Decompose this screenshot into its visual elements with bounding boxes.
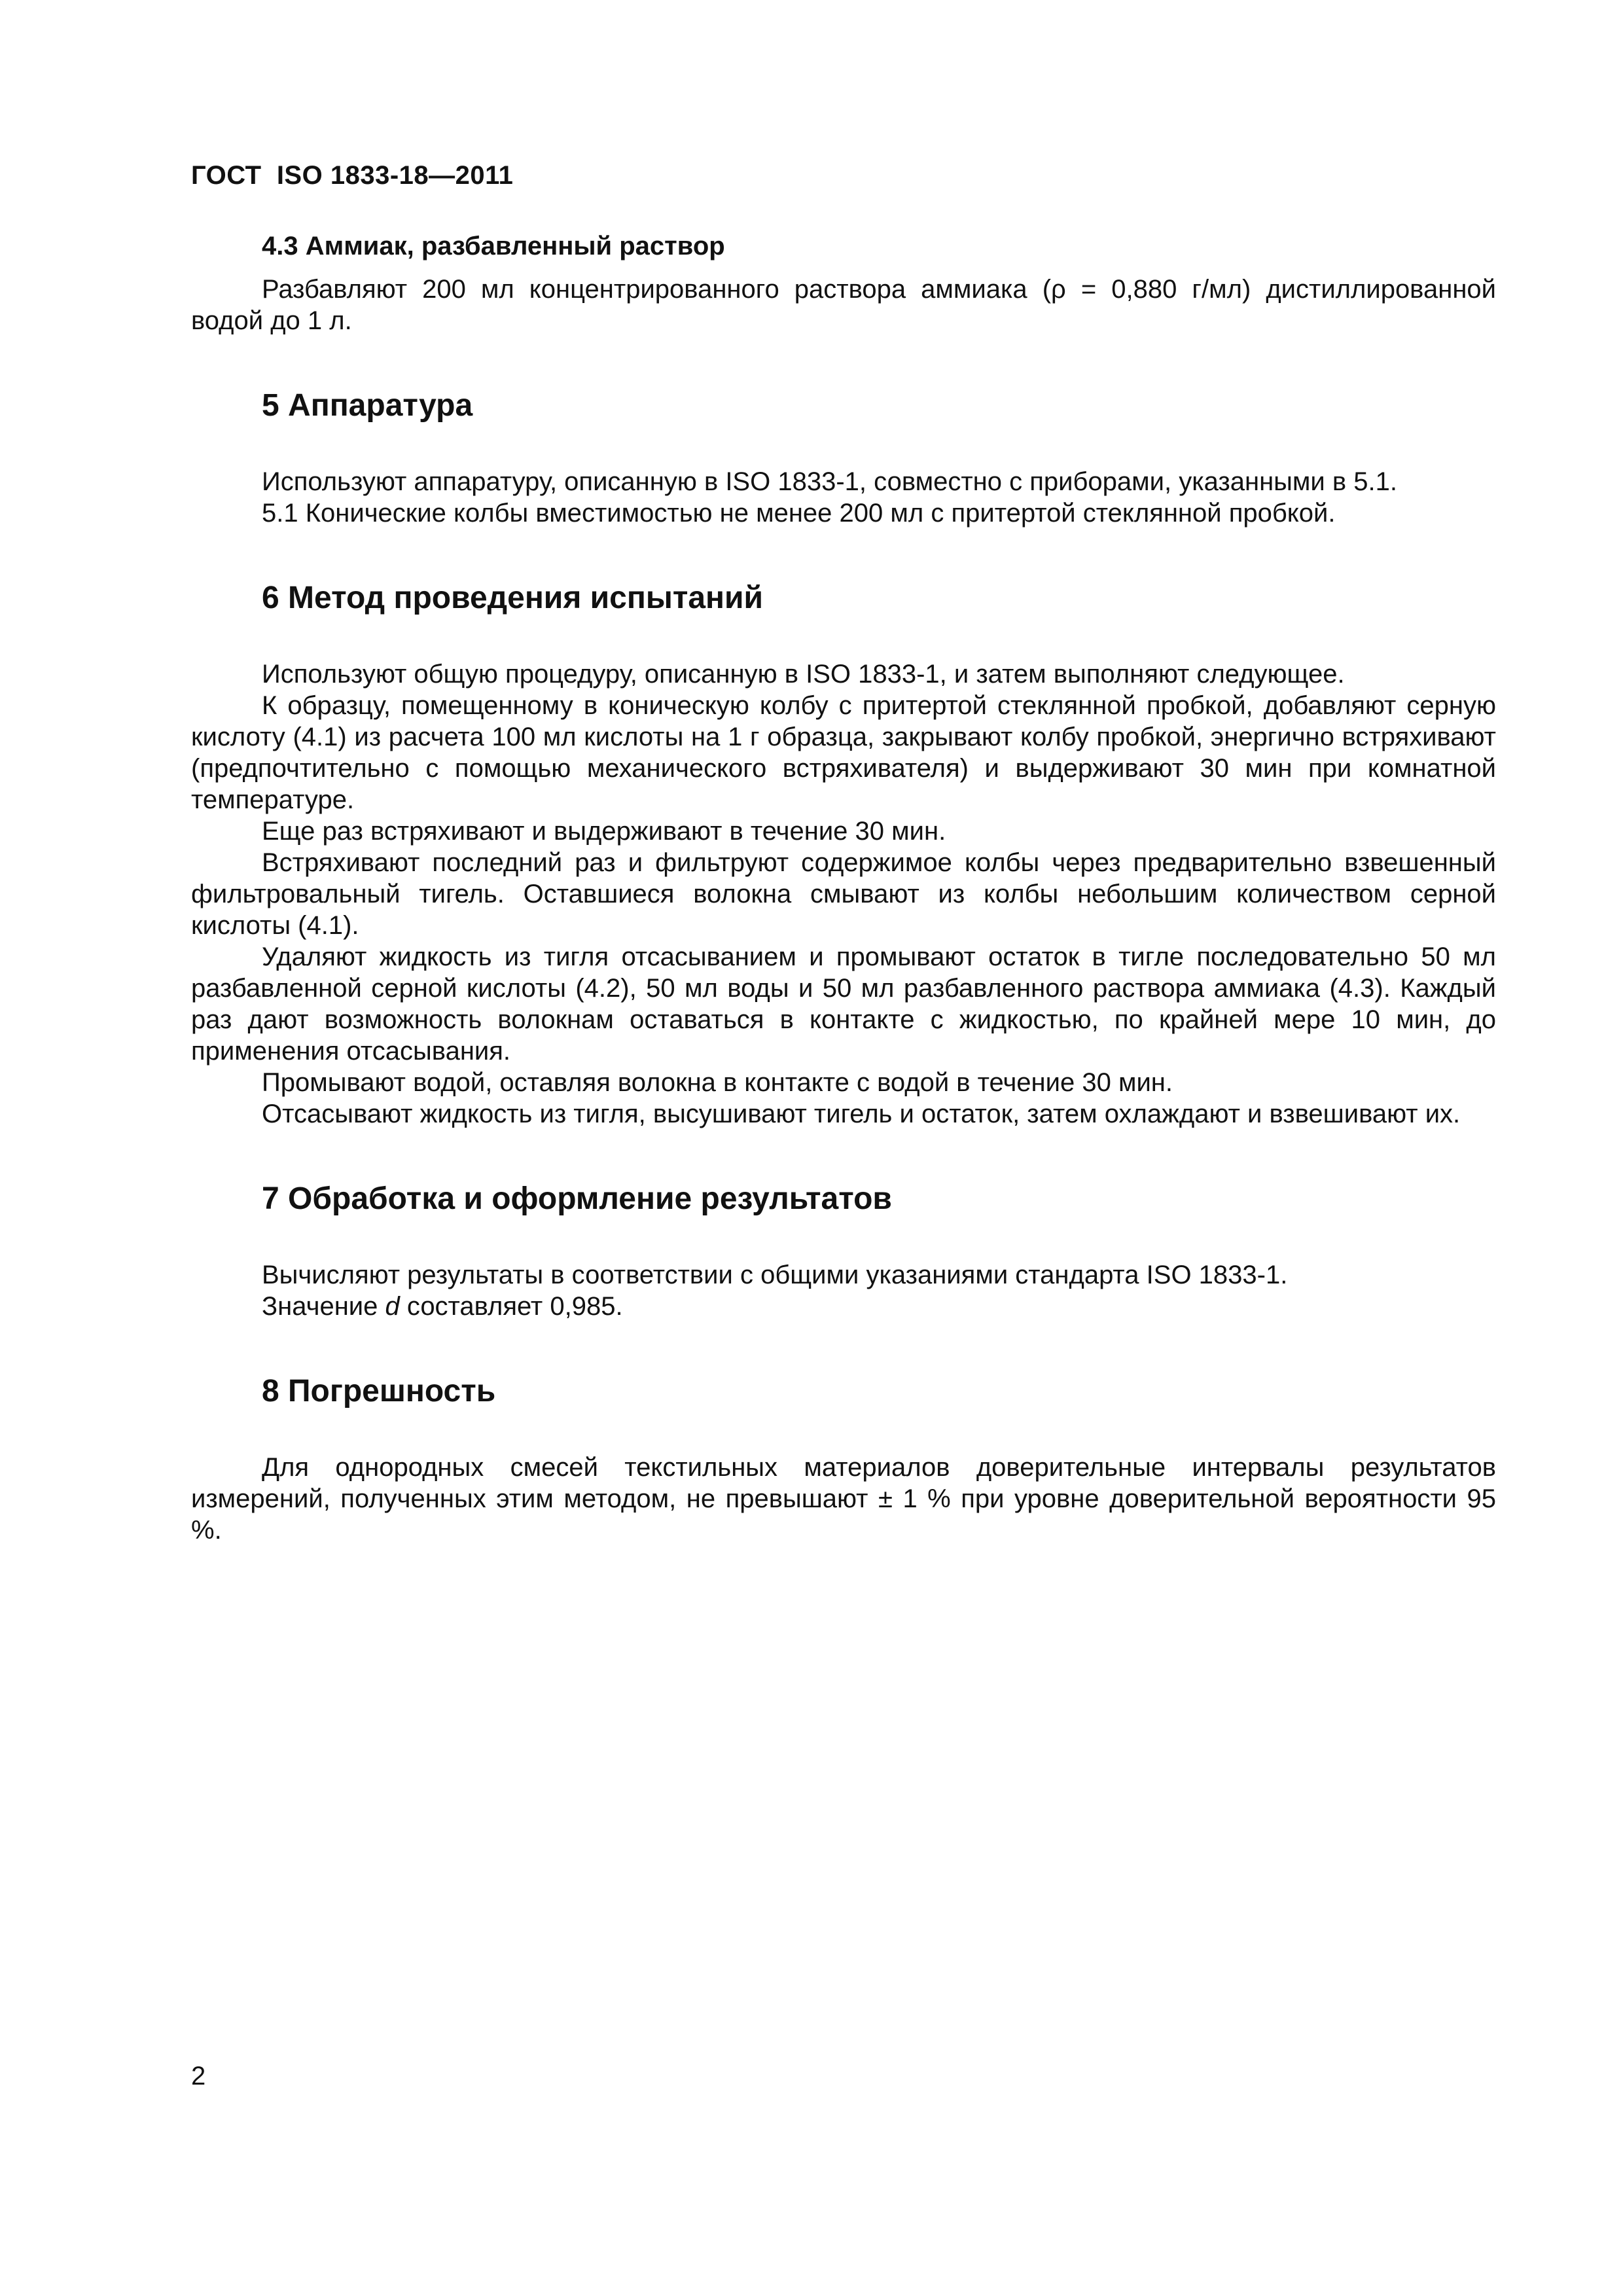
section-7 [191,1179,1496,1322]
section-6 [191,579,1496,1130]
section-4-3-title: 4.3 Аммиак, разбавленный раствор [262,232,725,260]
section-5-title: 5 Аппаратура [262,388,473,423]
document-body [191,229,1496,1546]
section-7-paragraph: Вычисляют результаты в соответствии с общими указаниями стандарта ISO 1833-1. [262,1261,1288,1289]
section-6-paragraph: Промывают водой, оставляя волокна в контакте с водой в течение 30 мин. [262,1068,1173,1097]
value-symbol: d [385,1292,400,1321]
section-6-paragraph: Удаляют жидкость из тигля отсасыванием и промывают остаток в тигле последовательно 50 мл разбавленной серной кислоты (4.2), 50 мл воды и 50 мл разбавленного раствора аммиака (4.3). Каждый раз дают возможность волокнам оставаться в контакте с жидкостью, по крайней мере 10 мин, до применения отсасывания. [191,942,1496,1066]
section-6-paragraph: К образцу, помещенному в коническую колбу с притертой стеклянной пробкой, добавляют серную кислоту (4.1) из расчета 100 мл кислоты на 1 г образца, закрывают колбу пробкой, энергично встряхивают (предпочтительно с помощью механического встряхивателя) и выдерживают 30 мин при комнатной температуре. [191,691,1496,814]
section-6-title: 6 Метод проведения испытаний [262,581,764,615]
section-7-title: 7 Обработка и оформление результатов [262,1181,892,1216]
section-6-paragraph: Отсасывают жидкость из тигля, высушивают тигель и остаток, затем охлаждают и взвешивают их. [262,1100,1461,1128]
section-4-3 [191,229,1496,336]
section-8-text: Для однородных смесей текстильных материалов доверительные интервалы результатов измерений, полученных этим методом, не превышают ± 1 % при уровне доверительной вероятности 95 %. [191,1453,1496,1545]
section-5 [191,386,1496,529]
section-8 [191,1372,1496,1546]
section-8-title: 8 Погрешность [262,1374,496,1408]
value-prefix: Значение [262,1292,385,1321]
section-6-paragraph: Еще раз встряхивают и выдерживают в течение 30 мин. [262,817,946,846]
section-4-3-text: Разбавляют 200 мл концентрированного раствора аммиака (ρ = 0,880 г/мл) дистиллированной водой до 1 л. [191,275,1496,335]
section-6-paragraph: Встряхивают последний раз и фильтруют содержимое колбы через предварительно взвешенный фильтровальный тигель. Оставшиеся волокна смывают из колбы небольшим количеством серной кислоты (4.1). [191,848,1496,940]
section-6-paragraph: Используют общую процедуру, описанную в ISO 1833-1, и затем выполняют следующее. [262,660,1345,689]
section-5-paragraph: Используют аппаратуру, описанную в ISO 1833-1, совместно с приборами, указанными в 5.1. [262,467,1397,496]
section-7-value-line [191,1291,1496,1322]
standard-header: ГОСТ ISO 1833-18—2011 [191,161,514,190]
section-5-1-paragraph: 5.1 Конические колбы вместимостью не менее 200 мл с притертой стеклянной пробкой. [262,499,1336,528]
page-number: 2 [191,2062,206,2090]
value-suffix: составляет 0,985. [399,1292,623,1321]
